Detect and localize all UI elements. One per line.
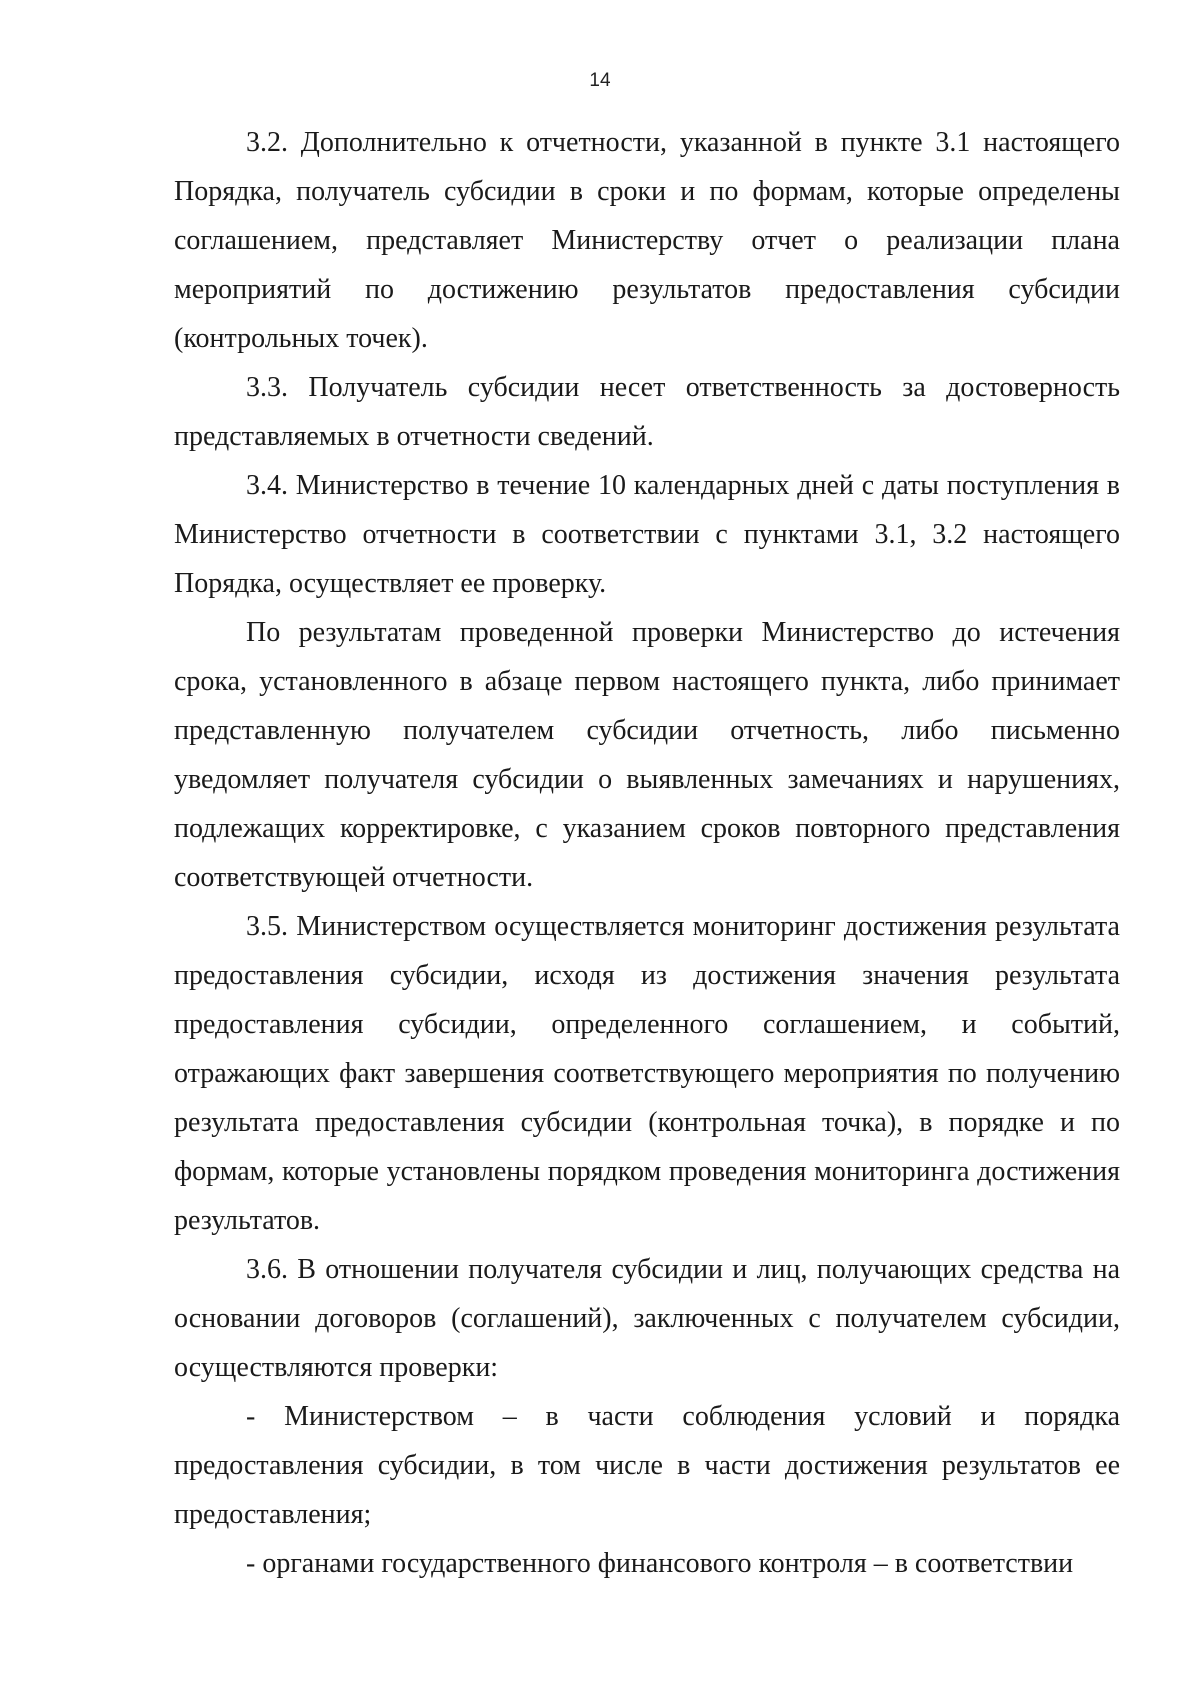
- paragraph-3-6: 3.6. В отношении получателя субсидии и лиц, получающих средства на основании договоров (соглашений), заключенных с получателем субсидии, осуществляются проверки:: [174, 1254, 1120, 1383]
- document-body: [174, 118, 1120, 1588]
- page-number: 14: [589, 70, 611, 91]
- paragraph-3-5: 3.5. Министерством осуществляется мониторинг достижения результата предоставления субсидии, исходя из достижения значения результата предоставления субсидии, определенного соглашением, и событий, отражающих факт завершения соответствующего мероприятия по получению результата предоставления субсидии (контрольная точка), в порядке и по формам, которые установлены порядком проведения мониторинга достижения результатов.: [174, 911, 1120, 1236]
- paragraph-3-2: 3.2. Дополнительно к отчетности, указанной в пункте 3.1 настоящего Порядка, получатель субсидии в сроки и по формам, которые определены соглашением, представляет Министерству отчет о реализации плана мероприятий по достижению результатов предоставления субсидии (контрольных точек).: [174, 127, 1120, 354]
- paragraph-3-3: 3.3. Получатель субсидии несет ответственность за достоверность представляемых в отчетности сведений.: [174, 372, 1120, 452]
- list-item-ministry-check: - Министерством – в части соблюдения условий и порядка предоставления субсидии, в том числе в части достижения результатов ее предоставления;: [174, 1401, 1120, 1530]
- paragraph-3-4: 3.4. Министерство в течение 10 календарных дней с даты поступления в Министерство отчетности в соответствии с пунктами 3.1, 3.2 настоящего Порядка, осуществляет ее проверку.: [174, 470, 1120, 599]
- paragraph-3-4-results: По результатам проведенной проверки Министерство до истечения срока, установленного в абзаце первом настоящего пункта, либо принимает представленную получателем субсидии отчетность, либо письменно уведомляет получателя субсидии о выявленных замечаниях и нарушениях, подлежащих корректировке, с указанием сроков повторного представления соответствующей отчетности.: [174, 617, 1120, 893]
- list-item-financial-control: - органами государственного финансового контроля – в соответствии: [246, 1548, 1074, 1579]
